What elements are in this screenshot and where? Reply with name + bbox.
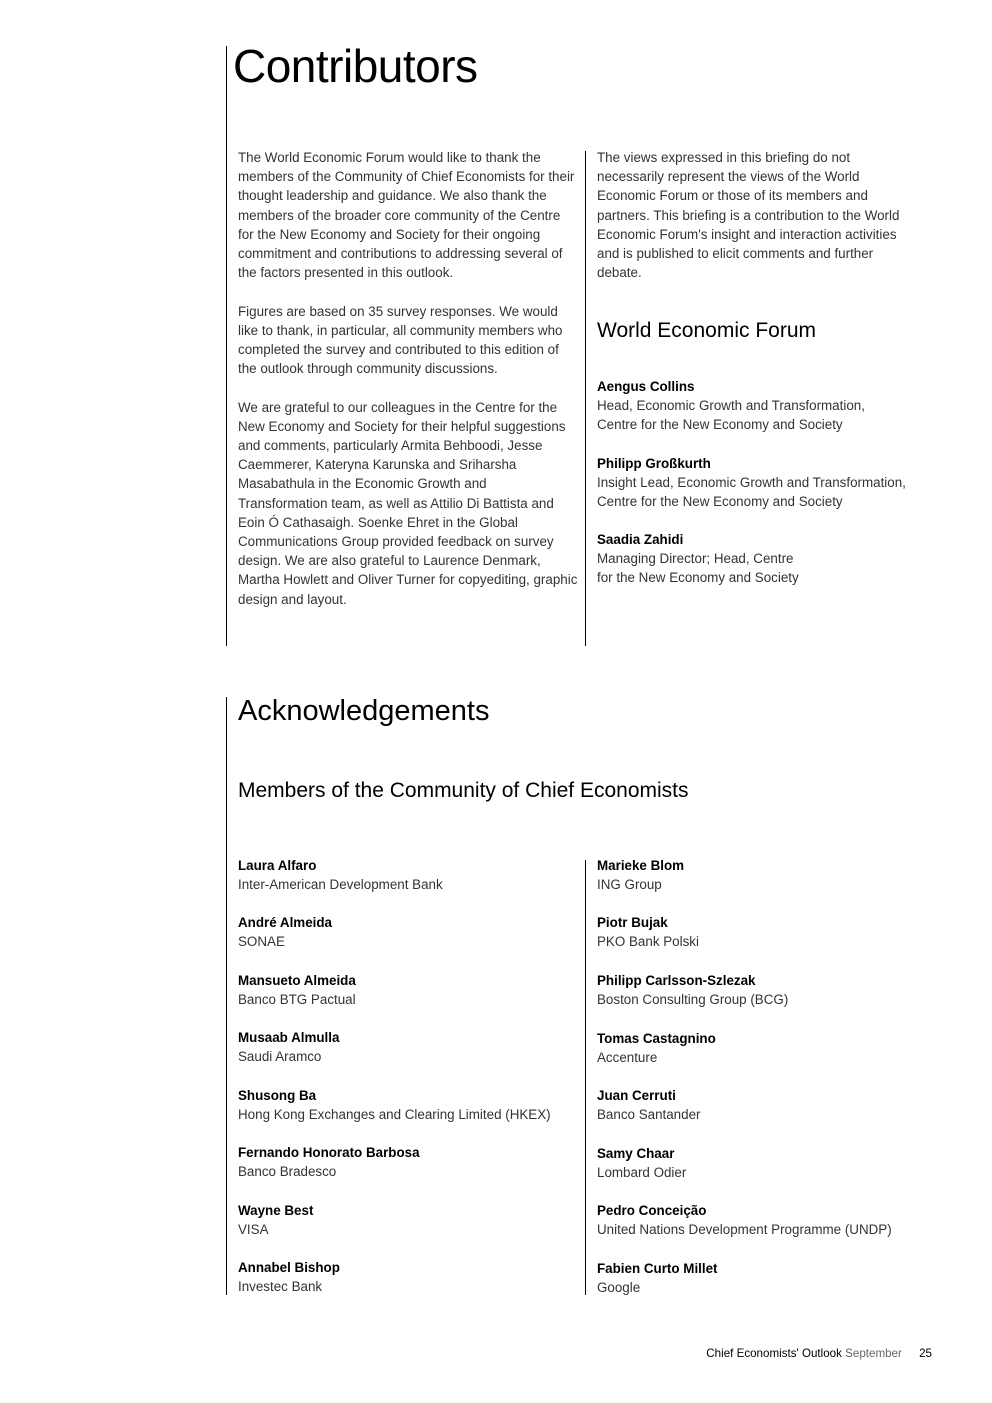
wef-person [597, 454, 906, 512]
member-organization: Banco Bradesco [238, 1164, 337, 1180]
member-name: Fernando Honorato Barbosa [238, 1145, 420, 1160]
person-role: Centre for the New Economy and Society [597, 494, 843, 510]
member-organization: Lombard Odier [597, 1165, 687, 1181]
member-name: Annabel Bishop [238, 1260, 340, 1275]
member-organization: Banco BTG Pactual [238, 992, 356, 1008]
member-name: Tomas Castagnino [597, 1031, 716, 1046]
column-divider-bottom [585, 860, 586, 1295]
wef-person [597, 377, 865, 435]
member-entry [597, 971, 788, 1009]
member-entry [597, 1086, 700, 1124]
person-name: Philipp Großkurth [597, 456, 711, 471]
member-entry [597, 1201, 892, 1239]
member-name: Samy Chaar [597, 1146, 675, 1161]
member-organization: Google [597, 1280, 641, 1296]
member-organization: United Nations Development Programme (UNDP) [597, 1222, 892, 1238]
acknowledgements-heading: Acknowledgements [238, 695, 490, 727]
member-organization: Accenture [597, 1050, 658, 1066]
member-entry [597, 1144, 686, 1182]
contributors-divider [226, 46, 227, 646]
column-divider-top [585, 151, 586, 646]
person-role: Centre for the New Economy and Society [597, 417, 843, 433]
thanks-paragraph: The World Economic Forum would like to thank the members of the Community of Chief Economists for their thought leadership and guidance. We also thank the members of the broader core community of the Centre for the New Economy and Society for their ongoing commitment and contributions to addressing several of the factors presented in this outlook. [238, 150, 575, 281]
page-title: Contributors [233, 40, 478, 92]
member-entry [597, 1029, 716, 1067]
member-organization: Investec Bank [238, 1279, 323, 1295]
member-name: André Almeida [238, 915, 333, 930]
member-entry [238, 1201, 313, 1239]
member-organization: Boston Consulting Group (BCG) [597, 992, 789, 1008]
member-organization: ING Group [597, 877, 662, 893]
member-entry [238, 971, 356, 1009]
member-organization: PKO Bank Polski [597, 934, 699, 950]
member-name: Shusong Ba [238, 1088, 317, 1103]
member-name: Wayne Best [238, 1203, 314, 1218]
member-organization: Inter-American Development Bank [238, 877, 443, 893]
person-name: Aengus Collins [597, 379, 695, 394]
member-name: Marieke Blom [597, 858, 685, 873]
colleagues-paragraph: We are grateful to our colleagues in the Centre for the New Economy and Society for their helpful suggestions and comments, particularly Armita Behboodi, Jesse Caemmerer, Kateryna Karunska and Sriharsha Masabathula in the Economic Growth and Transformation team, as well as Attilio Di Battista and Eoin Ó Cathasaigh. Soenke Ehret in the Global Communications Group provided feedback on survey design. We are also grateful to Laurence Denmark, Martha Howlett and Oliver Turner for copyediting, graphic design and layout. [238, 399, 578, 607]
member-entry [597, 1259, 718, 1297]
member-entry [238, 856, 443, 894]
member-name: Juan Cerruti [597, 1088, 676, 1103]
member-entry [238, 1086, 551, 1124]
person-role: Head, Economic Growth and Transformation, [597, 398, 865, 414]
member-entry [238, 1028, 339, 1066]
member-entry [597, 913, 699, 951]
person-role: for the New Economy and Society [597, 570, 799, 586]
member-name: Mansueto Almeida [238, 973, 356, 988]
person-name: Saadia Zahidi [597, 532, 684, 547]
member-organization: VISA [238, 1222, 269, 1238]
wef-person [597, 530, 799, 588]
member-organization: Saudi Aramco [238, 1049, 322, 1065]
wef-heading: World Economic Forum [597, 319, 817, 342]
person-role: Insight Lead, Economic Growth and Transformation, [597, 475, 906, 491]
page-footer [706, 1346, 932, 1362]
member-organization: Hong Kong Exchanges and Clearing Limited (HKEX) [238, 1107, 551, 1123]
contributors-left-column [238, 148, 578, 628]
member-organization: Banco Santander [597, 1107, 701, 1123]
member-entry [238, 913, 332, 951]
footer-publication: Chief Economists' Outlook [706, 1347, 842, 1360]
page-number: 25 [919, 1347, 932, 1360]
member-name: Pedro Conceição [597, 1203, 707, 1218]
member-name: Laura Alfaro [238, 858, 317, 873]
disclaimer-paragraph: The views expressed in this briefing do not necessarily represent the views of the World Economic Forum or those of its members and partners. This briefing is a contribution to the World Economic Forum's insight and interaction activities and is published to elicit comments and further debate. [597, 150, 900, 281]
acknowledgements-divider [226, 697, 227, 1295]
members-subheading: Members of the Community of Chief Economists [238, 779, 689, 802]
member-name: Musaab Almulla [238, 1030, 340, 1045]
member-name: Piotr Bujak [597, 915, 668, 930]
member-entry [597, 856, 684, 894]
footer-month: September [845, 1347, 902, 1360]
survey-paragraph: Figures are based on 35 survey responses. We would like to thank, in particular, all community members who completed the survey and contributed to this edition of the outlook through community discussions. [238, 303, 563, 377]
member-entry [238, 1143, 420, 1181]
member-name: Fabien Curto Millet [597, 1261, 718, 1276]
person-role: Managing Director; Head, Centre [597, 551, 794, 567]
member-entry [238, 1258, 340, 1296]
member-organization: SONAE [238, 934, 285, 950]
member-name: Philipp Carlsson-Szlezak [597, 973, 756, 988]
